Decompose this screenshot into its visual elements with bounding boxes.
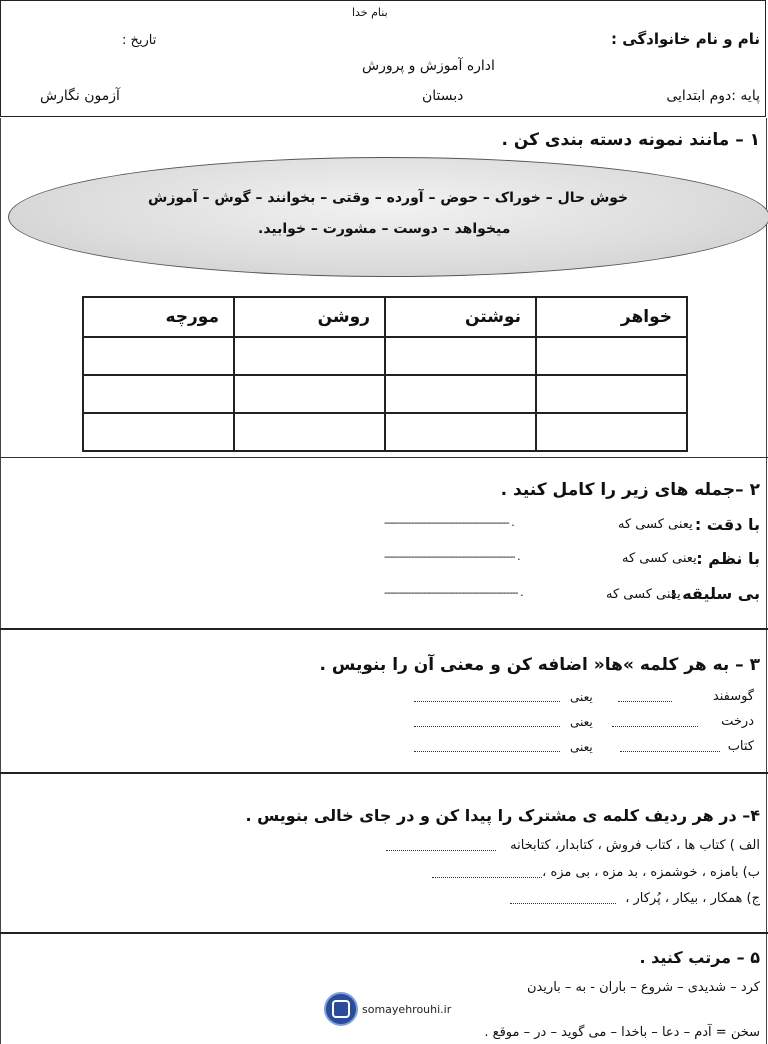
q3-meaning-label-3: یعنی bbox=[570, 740, 593, 754]
q2-text-1: یعنی کسی که bbox=[618, 517, 693, 532]
divider bbox=[0, 772, 768, 774]
table-cell[interactable] bbox=[536, 375, 687, 413]
table-header: روشن bbox=[234, 297, 385, 337]
table-cell[interactable] bbox=[385, 337, 536, 375]
q2-term-3: بی سلیقه : bbox=[670, 584, 760, 603]
q2-blank-1[interactable]: ------------------------------------------ . bbox=[384, 516, 514, 529]
website-label: somayehrouhi.ir bbox=[362, 1003, 452, 1016]
q3-meaning-blank-3[interactable] bbox=[414, 751, 560, 752]
q3-plural-blank-1[interactable] bbox=[618, 701, 672, 702]
q5-title: ۵ – مرتب کنید . bbox=[639, 948, 760, 967]
q4-blank-2[interactable] bbox=[432, 877, 542, 878]
q3-title: ۳ – به هر کلمه »ها« اضافه کن و معنی آن را بنویس . bbox=[319, 655, 760, 675]
q3-word-3: کتاب bbox=[727, 739, 754, 754]
book-icon bbox=[332, 1000, 350, 1018]
q2-text-3: یعنی کسی که bbox=[606, 587, 681, 602]
q2-text-2: یعنی کسی که bbox=[622, 551, 697, 566]
site-logo-icon bbox=[324, 992, 358, 1026]
table-cell[interactable] bbox=[385, 413, 536, 451]
q4-blank-3[interactable] bbox=[510, 903, 616, 904]
date-label: تاریخ : bbox=[122, 33, 157, 48]
divider bbox=[0, 932, 768, 934]
table-header: نوشتن bbox=[385, 297, 536, 337]
name-label: نام و نام خانوادگی : bbox=[611, 30, 760, 48]
table-cell[interactable] bbox=[83, 375, 234, 413]
office-name: اداره آموزش و پرورش bbox=[362, 58, 495, 74]
table-cell[interactable] bbox=[234, 413, 385, 451]
divider bbox=[0, 628, 768, 630]
table-cell[interactable] bbox=[83, 337, 234, 375]
q3-meaning-blank-2[interactable] bbox=[414, 726, 560, 727]
q2-term-2: با نظم : bbox=[696, 549, 760, 568]
table-cell[interactable] bbox=[536, 337, 687, 375]
q2-title: ۲ –جمله های زیر را کامل کنید . bbox=[500, 480, 760, 500]
table-header: مورچه bbox=[83, 297, 234, 337]
q3-meaning-label-1: یعنی bbox=[570, 690, 593, 704]
table-cell[interactable] bbox=[536, 413, 687, 451]
q2-term-1: با دقت : bbox=[694, 515, 760, 534]
q4-blank-1[interactable] bbox=[386, 850, 496, 851]
q4-row-1: الف ) کتاب ها ، کتاب فروش ، کتابدار، کتابخانه bbox=[510, 838, 760, 853]
grade-label: پایه :دوم ابتدایی bbox=[666, 88, 760, 104]
q3-plural-blank-2[interactable] bbox=[612, 726, 698, 727]
table-cell[interactable] bbox=[234, 337, 385, 375]
left-border bbox=[0, 118, 1, 1044]
q2-blank-2[interactable]: -------------------------------------------- . bbox=[384, 550, 520, 563]
q3-word-2: درخت bbox=[721, 714, 754, 729]
q4-title: ۴– در هر ردیف کلمه ی مشترک را پیدا کن و در جای خالی بنویس . bbox=[245, 806, 760, 825]
word-bank-ellipse bbox=[8, 157, 768, 277]
q3-plural-blank-3[interactable] bbox=[620, 751, 720, 752]
q5-row-1: کرد – شدیدی – شروع – باران - به – باریدن bbox=[526, 980, 760, 995]
divider bbox=[0, 457, 768, 458]
word-bank-line2: میخواهد – دوست – مشورت – خوابید. bbox=[258, 221, 511, 237]
table-header: خواهر bbox=[536, 297, 687, 337]
exam-title: آزمون نگارش bbox=[40, 88, 120, 104]
category-table bbox=[82, 296, 688, 452]
q4-row-3: ج) همکار ، بیکار ، پُرکار ، bbox=[625, 891, 760, 906]
table-cell[interactable] bbox=[385, 375, 536, 413]
q3-meaning-label-2: یعنی bbox=[570, 715, 593, 729]
table-cell[interactable] bbox=[234, 375, 385, 413]
q3-word-1: گوسفند bbox=[712, 689, 754, 704]
school-label: دبستان bbox=[422, 88, 464, 104]
word-bank-line1: خوش حال – خوراک – حوض – آورده – وقتی – بخوانند – گوش – آموزش bbox=[148, 190, 629, 206]
q3-meaning-blank-1[interactable] bbox=[414, 701, 560, 702]
bismillah: بنام خدا bbox=[352, 6, 388, 19]
right-border bbox=[766, 118, 767, 1044]
q1-title: ۱ – مانند نمونه دسته بندی کن . bbox=[501, 130, 760, 150]
table-cell[interactable] bbox=[83, 413, 234, 451]
q4-row-2: ب) بامزه ، خوشمزه ، بد مزه ، بی مزه ، bbox=[542, 865, 760, 880]
q2-blank-3[interactable]: --------------------------------------------- . bbox=[384, 586, 523, 599]
q5-row-2: سخن = آدم – دعا – باخدا – می گوید – در – موقع . bbox=[484, 1025, 760, 1040]
